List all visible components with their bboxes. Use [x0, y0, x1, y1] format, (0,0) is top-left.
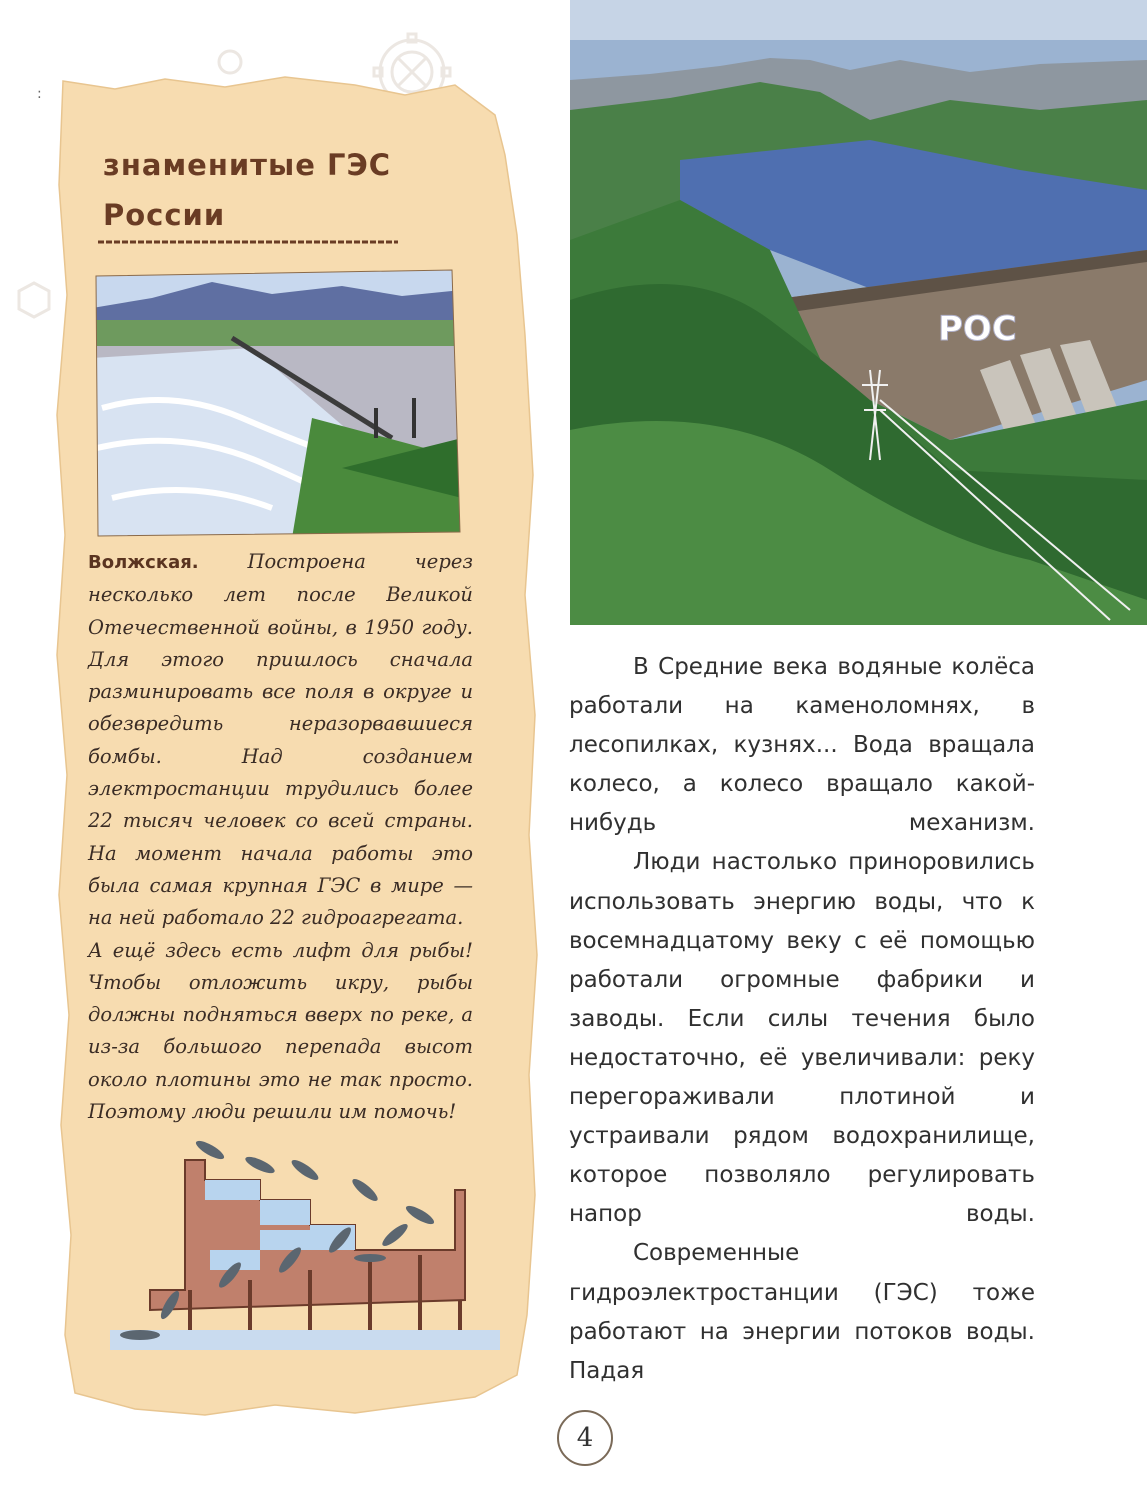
main-text [569, 648, 1035, 1391]
main-paragraph-3: Современные гидроэлектростанции (ГЭС) тоже работают на энергии потоков воды. Падая [569, 1240, 1035, 1384]
fish-ladder-illustration [110, 1140, 500, 1360]
heading-line-2: России [103, 198, 226, 232]
volzhskaya-paragraph-2: А ещё здесь есть лифт для рыбы! Чтобы отложить икру, рыбы должны подняться вверх по реке, а из-за большого перепада высот около плотины это не так просто. Поэтому люди решили им помочь! [88, 938, 473, 1124]
volzhskaya-text-1: Построена через несколько лет после Великой Отечественной войны, в 1950 году. Для этого пришлось сначала разминировать все поля в округе и обезвредить неразорвавшиеся бомбы. Над созданием электростанции трудились более 22 тысяч человек со всей страны. На момент начала работы это была самая крупная ГЭС в мире — на ней работало 22 гидроагрегата. [88, 550, 473, 930]
section-heading [103, 140, 433, 240]
volzhskaya-paragraph-1 [88, 546, 473, 935]
hexagon-icon [14, 280, 54, 320]
dam-lettering: РОС [938, 309, 1017, 349]
heading-line-1: знаменитые ГЭС [103, 148, 392, 182]
big-dam-illustration [570, 0, 1147, 625]
heading-underline [98, 239, 398, 245]
page-number: 4 [557, 1410, 613, 1466]
volzhskaya-description [88, 546, 473, 1128]
margin-mark: : [37, 86, 42, 102]
volzhskaya-dam-illustration [92, 268, 462, 538]
main-paragraph-1: В Средние века водяные колёса работали на каменоломнях, в лесопилках, кузнях... Вода вращала колесо, а колесо вращало какой-нибудь механизм. [569, 654, 1035, 837]
volzhskaya-lead: Волжская. [88, 552, 199, 573]
main-paragraph-2: Люди настолько приноровились использовать энергию воды, что к восемнадцатому веку с её помощью работали огромные фабрики и заводы. Если силы течения было недостаточно, её увеличивали: реку перегораживали плотиной и устраивали рядом водохранилище, которое позволяло регулировать напор воды. [569, 849, 1035, 1228]
